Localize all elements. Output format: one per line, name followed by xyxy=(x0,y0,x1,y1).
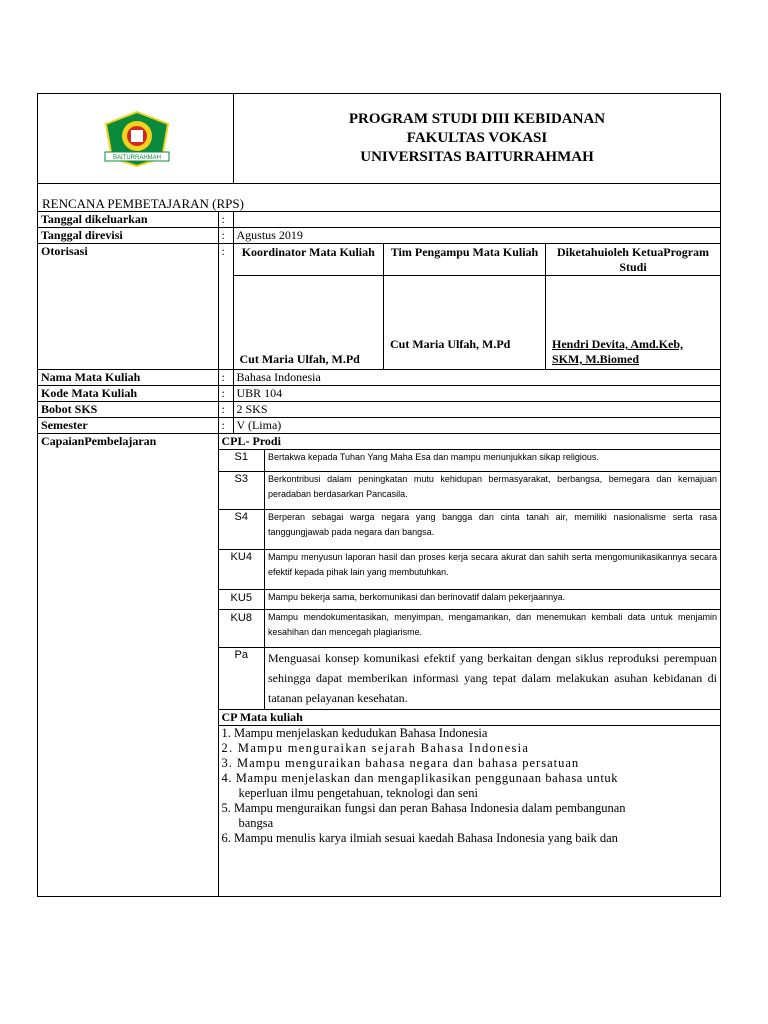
table-row xyxy=(219,590,721,610)
colon: : xyxy=(218,244,233,370)
sig-header-kaprodi: Diketahuioleh KetuaProgram Studi xyxy=(546,244,721,276)
list-item-continuation: bangsa xyxy=(238,816,274,830)
cpl-desc: Mampu bekerja sama, berkomunikasi dan berinovatif dalam pekerjaannya. xyxy=(265,590,721,610)
cpl-code: S3 xyxy=(219,472,265,510)
list-item: 3. Mampu menguraikan bahasa negara dan bahasa persatuan xyxy=(221,756,580,770)
table-row xyxy=(219,472,721,510)
list-item: 2. Mampu menguraikan sejarah Bahasa Indonesia xyxy=(221,741,530,755)
tanggal-dikeluarkan-label: Tanggal dikeluarkan xyxy=(38,212,218,228)
cpl-code: S4 xyxy=(219,510,265,550)
otorisasi-label: Otorisasi xyxy=(38,244,218,370)
table-row xyxy=(219,450,721,472)
semester-value: V (Lima) xyxy=(233,418,720,434)
table-row xyxy=(38,434,720,897)
semester-label: Semester xyxy=(38,418,218,434)
capaian-label: CapaianPembelajaran xyxy=(38,434,218,897)
table-row xyxy=(38,418,720,434)
otorisasi-cell xyxy=(233,244,720,370)
list-item-continuation: keperluan ilmu pengetahuan, teknologi dan seni xyxy=(238,786,479,800)
bobot-value: 2 SKS xyxy=(233,402,720,418)
table-row xyxy=(38,228,720,244)
cpmk-list xyxy=(219,726,721,897)
list-item: 5. Mampu menguraikan fungsi dan peran Bahasa Indonesia dalam pembangunan xyxy=(221,801,626,815)
cpl-desc: Mampu mendokumentasikan, menyimpan, mengamankan, dan menemukan kembali data untuk menjamin kesahihan dan mencegah plagiarisme. xyxy=(265,610,721,648)
table-row xyxy=(38,402,720,418)
colon: : xyxy=(218,386,233,402)
rps-meta-table xyxy=(38,212,720,896)
cpmk-title: CP Mata kuliah xyxy=(219,710,721,726)
cpl-desc: Mampu menyusun laporan hasil dan proses kerja secara akurat dan sahih serta mengomunikasikannya secara efektif kepada pihak lain yang membutuhkan. xyxy=(265,550,721,590)
kode-mk-label: Kode Mata Kuliah xyxy=(38,386,218,402)
colon: : xyxy=(218,212,233,228)
document-header xyxy=(38,94,720,184)
cpl-desc: Bertakwa kepada Tuhan Yang Maha Esa dan mampu menunjukkan sikap religious. xyxy=(265,450,721,472)
list-item: 1. Mampu menjelaskan kedudukan Bahasa Indonesia xyxy=(221,726,488,740)
colon: : xyxy=(218,228,233,244)
table-row xyxy=(219,550,721,590)
cpl-code: KU8 xyxy=(219,610,265,648)
bobot-label: Bobot SKS xyxy=(38,402,218,418)
tanggal-direvisi-label: Tanggal direvisi xyxy=(38,228,218,244)
cpl-title: CPL- Prodi xyxy=(219,434,721,450)
cpl-code: S1 xyxy=(219,450,265,472)
cpl-table xyxy=(219,434,721,896)
table-row xyxy=(38,244,720,370)
document-title: RENCANA PEMBETAJARAN (RPS) xyxy=(38,184,720,212)
rps-document xyxy=(37,93,721,897)
university-logo-cell xyxy=(38,94,234,183)
cpl-code: Pa xyxy=(219,648,265,710)
university-name: UNIVERSITAS BAITURRAHMAH xyxy=(360,149,594,165)
nama-mk-value: Bahasa Indonesia xyxy=(233,370,720,386)
sig-header-koordinator: Koordinator Mata Kuliah xyxy=(234,244,384,276)
table-row xyxy=(38,386,720,402)
institution-title xyxy=(234,110,720,167)
colon: : xyxy=(218,418,233,434)
sig-name-koordinator: Cut Maria Ulfah, M.Pd xyxy=(234,276,384,370)
nama-mk-label: Nama Mata Kuliah xyxy=(38,370,218,386)
colon: : xyxy=(218,402,233,418)
kode-mk-value: UBR 104 xyxy=(233,386,720,402)
table-row xyxy=(219,510,721,550)
list-item: 4. Mampu menjelaskan dan mengaplikasikan penggunaan bahasa untuk xyxy=(221,771,619,785)
cpl-desc: Berkontribusi dalam peningkatan mutu kehidupan bermasyarakat, berbangsa, bernegara dan kemajuan peradaban berdasarkan Pancasila. xyxy=(265,472,721,510)
table-row xyxy=(219,610,721,648)
cpl-desc: Berperan sebagai warga negara yang bangga dan cinta tanah air, memiliki nasionalisme serta rasa tanggungjawab pada negara dan bangsa. xyxy=(265,510,721,550)
table-row xyxy=(38,370,720,386)
sig-header-tim: Tim Pengampu Mata Kuliah xyxy=(384,244,546,276)
university-logo-icon xyxy=(102,110,172,168)
list-item: 6. Mampu menulis karya ilmiah sesuai kaedah Bahasa Indonesia yang baik dan xyxy=(221,831,618,845)
svg-text:BAITURRAHMAH: BAITURRAHMAH xyxy=(112,155,162,161)
sig-name-tim: Cut Maria Ulfah, M.Pd xyxy=(384,276,546,370)
capaian-cell xyxy=(218,434,720,897)
signature-table xyxy=(234,244,721,369)
table-row xyxy=(38,212,720,228)
cpl-desc: Menguasai konsep komunikasi efektif yang berkaitan dengan siklus reproduksi perempuan sehingga dapat memberikan informasi yang tepat dalam melakukan asuhan kebidanan di tatanan pelayanan kesehatan. xyxy=(265,648,721,710)
colon: : xyxy=(218,370,233,386)
cpl-code: KU4 xyxy=(219,550,265,590)
faculty-name: FAKULTAS VOKASI xyxy=(406,130,548,146)
table-row xyxy=(219,648,721,710)
sig-name-kaprodi: Hendri Devita, Amd.Keb, SKM, M.Biomed xyxy=(546,276,721,370)
tanggal-dikeluarkan-value xyxy=(233,212,720,228)
program-name: PROGRAM STUDI DIII KEBIDANAN xyxy=(348,111,606,127)
cpl-code: KU5 xyxy=(219,590,265,610)
tanggal-direvisi-value: Agustus 2019 xyxy=(233,228,720,244)
